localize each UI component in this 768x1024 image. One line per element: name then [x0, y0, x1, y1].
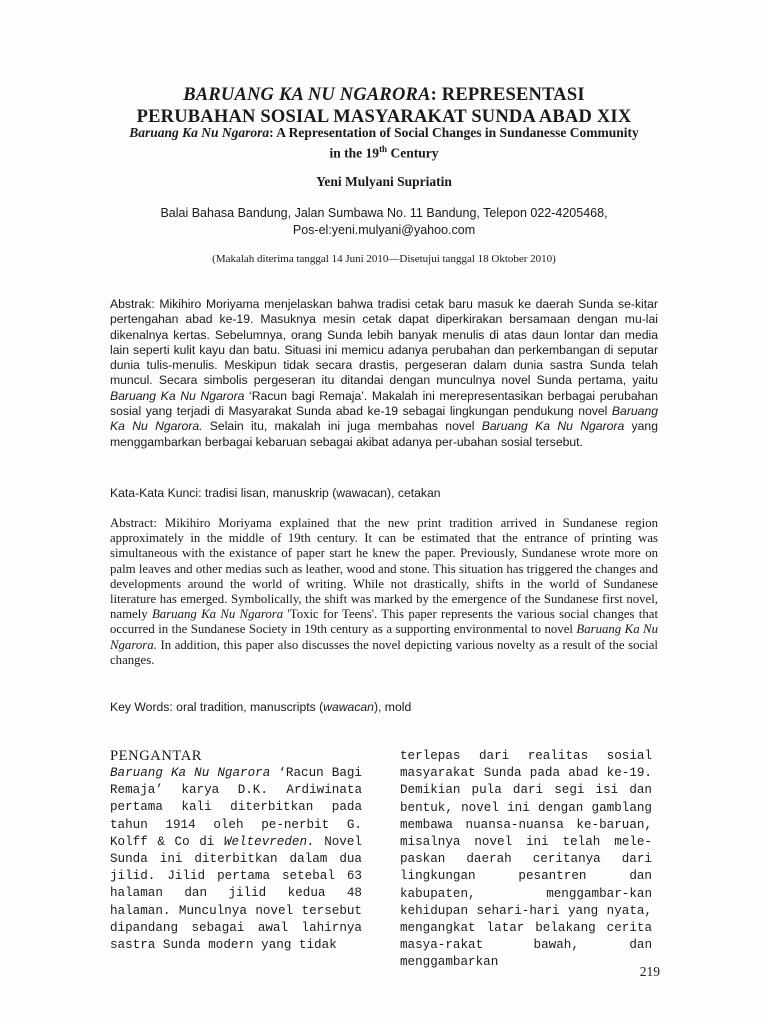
subtitle-rest: : A Representation of Social Changes in Sundanesse Community	[269, 125, 639, 140]
title-rest: : REPRESENTASI	[430, 85, 585, 105]
key-words-label: Key Words	[110, 700, 170, 714]
pengantar-left-text-1: ‘Racun Bagi Remaja’ karya D.K. Ardiwinata pertama kali diterbitkan pada tahun 1914 oleh pe-nerbit G. Kolff & Co di	[110, 766, 362, 849]
kata-kunci-label: Kata-Kata Kunci	[110, 486, 199, 500]
pengantar-right-column: terlepas dari realitas sosial masyarakat Sunda pada abad ke-19. Demikian pula dari segi isi dan bentuk, novel ini dengan gamblang membawa nuansa-nuansa ke-baruan, misalnya novel ini telah mele-paskan daerah ceritanya dari lingkungan pesantren dan kabupaten, menggambar-kan kehidupan sehari-hari yang nyata, mengangkat latar belakang cerita masya-rakat bawah, dan menggambarkan	[400, 749, 652, 970]
key-words-text-post: ), mold	[373, 700, 412, 714]
subtitle-line2-post: Century	[387, 145, 439, 161]
author-affiliation	[60, 205, 708, 239]
pengantar-place-name: Weltevreden.	[223, 834, 315, 849]
abstrak-text-4: yang menggambarkan berbagai kebaruan sebagai akibat adanya per-ubahan sosial tersebut.	[110, 419, 658, 449]
page-number: 219	[639, 964, 660, 979]
pengantar-left-column	[110, 765, 362, 954]
author-name: Yeni Mulyani Supriatin	[316, 174, 452, 189]
title-line2: PERUBAHAN SOSIAL MASYARAKAT SUNDA ABAD XIX	[136, 107, 632, 127]
kata-kunci-text: : tradisi lisan, manuskrip (wawacan), cetakan	[198, 486, 441, 500]
abstrak-label: Abstrak	[110, 297, 152, 311]
key-words-paragraph	[110, 700, 658, 715]
pengantar-left-text-2: Novel Sunda ini diterbitkan dalam dua jilid. Jilid pertama setebal 63 halaman dan jilid kedua 48 halaman. Munculnya novel tersebut dipandang sebagai awal lahirnya sastra Sunda modern yang tidak	[110, 834, 362, 953]
abstrak-novel-title-2: Baruang Ka Nu Ngarora.	[110, 404, 658, 434]
abstrak-novel-title-3: Baruang Ka Nu Ngarora	[481, 419, 625, 434]
abstract-novel-title-2: Baruang Ka Nu Ngarora.	[110, 622, 658, 652]
abstract-novel-title-1: Baruang Ka Nu Ngarora	[151, 607, 284, 622]
subtitle-italic-part: Baruang Ka Nu Ngarora	[129, 125, 270, 140]
abstrak-text-1: : Mikihiro Moriyama menjelaskan bahwa tradisi cetak baru masuk ke daerah Sunda se-kitar pertengahan abad ke-19. Masuknya mesin cetak dapat diperkirakan bersamaan dengan mu-lai dikenalnya kertas. Sebelumnya, orang Sunda lebih banyak menulis di atas daun lontar dan media lain seperti kulit kayu dan batu. Situasi ini memicu adanya perubahan dan perkembangan di seputar dunia tulis-menulis. Meskipun tidak secara drastis, pergeseran dalam dunia sastra Sunda telah muncul. Secara simbolis pergeseran itu ditandai dengan munculnya novel Sunda pertama, yaitu	[110, 297, 658, 388]
affiliation-email: Pos-el:yeni.mulyani@yahoo.com	[292, 223, 476, 237]
abstrak-text-3: Selain itu, makalah ini juga membahas novel	[202, 419, 482, 434]
pengantar-novel-title: Baruang Ka Nu Ngarora	[110, 766, 271, 780]
abstract-label: Abstract	[110, 516, 154, 530]
key-words-text-pre: : oral tradition, manuscripts (	[169, 700, 324, 714]
key-words-italic: wawacan	[323, 700, 374, 714]
section-heading-pengantar: PENGANTAR	[110, 748, 203, 764]
paper-title	[60, 84, 708, 128]
abstract-text-2: 'Toxic for Teens'. This paper represents the various social changes that occurred in the Sundanese Society in 19th century as a supporting environmental to novel	[110, 607, 658, 637]
abstrak-novel-title-1: Baruang Ka Nu Ngarora	[110, 388, 245, 403]
abstrak-text-2: ‘Racun bagi Remaja’. Makalah ini merepresentasikan berbagai perubahan sosial yang terjadi di Masyarakat Sunda abad ke-19 sebagai lingkungan pendukung novel	[110, 388, 658, 419]
subtitle-superscript: th	[379, 144, 388, 154]
abstract-text-1: : Mikihiro Moriyama explained that the new print tradition arrived in Sundanese region approximately in the middle of 19th century. It can be estimated that the entrance of printing was simultaneous with the existance of paper start he knew the paper. Previously, Sundanese wrote more on palm leaves and other medias such as leather, wood and stone. This situation has triggered the changes and developments around the world of writing. While not drastically, shifts in the world of Sundanese literature has emerged. Symbolically, the shift was marked by the emergence of the Sundanese first novel, namely	[110, 516, 658, 622]
abstract-text-3: In addition, this paper also discusses the novel depicting various novelty as a result of the social changes.	[110, 637, 658, 667]
title-italic-part: BARUANG KA NU NGARORA	[183, 85, 431, 105]
abstrak-paragraph	[110, 297, 658, 450]
received-dates: (Makalah diterima tanggal 14 Juni 2010—Disetujui tanggal 18 Oktober 2010)	[212, 253, 556, 265]
abstract-paragraph	[110, 516, 658, 668]
kata-kunci-paragraph	[110, 486, 658, 501]
paper-subtitle	[60, 124, 708, 162]
subtitle-line2-pre: in the 19	[329, 145, 380, 161]
affiliation-address: Balai Bahasa Bandung, Jalan Sumbawa No. 11 Bandung, Telepon 022-4205468,	[160, 206, 608, 220]
